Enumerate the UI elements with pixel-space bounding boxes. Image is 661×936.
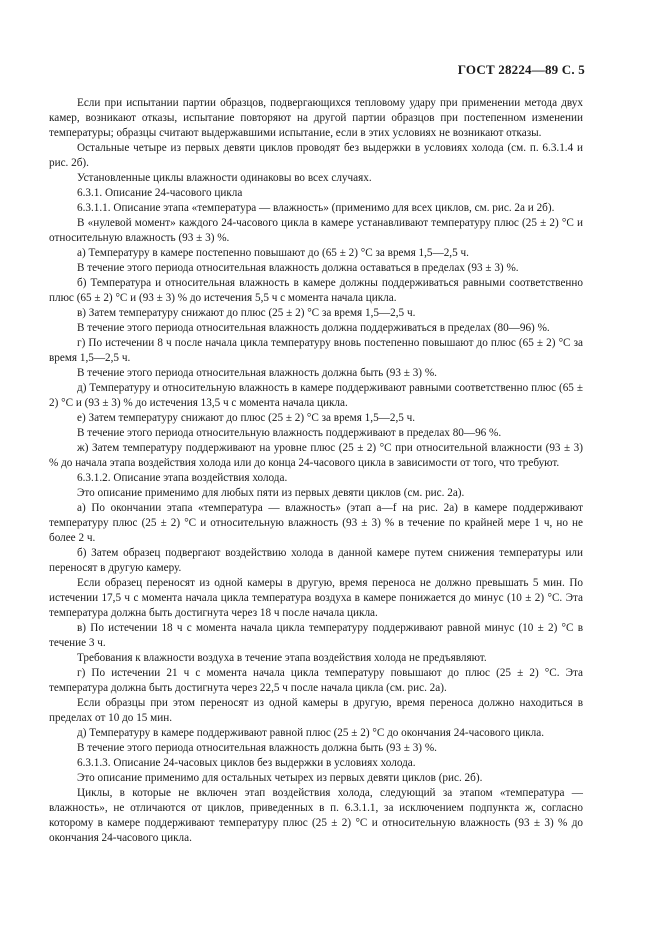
paragraph: В течение этого периода относительная влажность должна быть (93 ± 3) %. xyxy=(77,367,437,379)
paragraph: В течение этого периода относительную влажность поддерживают в пределах 80—96 %. xyxy=(77,427,502,439)
list-item: в) По истечении 18 ч с момента начала цикла температуру поддерживают равной минус (10 ± 2) °С в течение 3 ч. xyxy=(49,622,583,649)
list-item: е) Затем температуру снижают до плюс (25 ± 2) °С за время 1,5—2,5 ч. xyxy=(77,412,416,424)
list-item: б) Затем образец подвергают воздействию холода в данной камере путем снижения температуры или переносят в другую камеру. xyxy=(49,547,583,574)
list-item: ж) Затем температуру поддерживают на уровне плюс (25 ± 2) °С при относительной влажности (93 ± 3) % до начала этапа воздействия холода или до конца 24-часового цикла в зависимости от того, что требуют. xyxy=(49,442,583,469)
document-body xyxy=(49,96,583,846)
paragraph: Циклы, в которые не включен этап воздействия холода, следующий за этапом «температура — влажность», не отличаются от циклов, приведенных в п. 6.3.1.1, за исключением подпункта ж, согласно которому в камере поддерживают температуру плюс (25 ± 2) °С и относительную влажность (93 ± 3) % до окончания 24-часового цикла. xyxy=(49,787,583,844)
section-heading: 6.3.1.2. Описание этапа воздействия холода. xyxy=(77,472,288,484)
paragraph: Это описание применимо для любых пяти из первых девяти циклов (см. рис. 2а). xyxy=(77,487,465,499)
list-item: г) По истечении 8 ч после начала цикла температуру вновь постепенно повышают до плюс (65 ± 2) °С за время 1,5—2,5 ч. xyxy=(49,337,583,364)
paragraph: Остальные четыре из первых девяти циклов проводят без выдержки в условиях холода (см. п. 6.3.1.4 и рис. 2б). xyxy=(49,142,583,169)
list-item: д) Температуру и относительную влажность в камере поддерживают равными соответственно плюс (65 ± 2) °С и (93 ± 3) % до истечения 13,5 ч с момента начала цикла. xyxy=(49,382,583,409)
list-item: в) Затем температуру снижают до плюс (25 ± 2) °С за время 1,5—2,5 ч. xyxy=(77,307,416,319)
paragraph: Требования к влажности воздуха в течение этапа воздействия холода не предъявляют. xyxy=(77,652,487,664)
paragraph: В течение этого периода относительная влажность должна быть (93 ± 3) %. xyxy=(77,742,437,754)
paragraph: Если образцы при этом переносят из одной камеры в другую, время переноса должно находиться в пределах от 10 до 15 мин. xyxy=(49,697,583,724)
paragraph: В течение этого периода относительная влажность должна оставаться в пределах (93 ± 3) %. xyxy=(77,262,519,274)
list-item: г) По истечении 21 ч с момента начала цикла температуру повышают до плюс (25 ± 2) °С. Эта температура должна быть достигнута через 22,5 ч после начала цикла (см. рис. 2а). xyxy=(49,667,583,694)
list-item: б) Температура и относительная влажность в камере должны поддерживаться равными соответственно плюс (65 ± 2) °С и (93 ± 3) % до истечения 5,5 ч с момента начала цикла. xyxy=(49,277,583,304)
list-item: а) По окончании этапа «температура — влажность» (этап a—f на рис. 2а) в камере поддерживают температуру плюс (25 ± 2) °С и относительную влажность (93 ± 3) % в течение по крайней мере 1 ч, но не более 2 ч. xyxy=(49,502,583,544)
paragraph: Это описание применимо для остальных четырех из первых девяти циклов (рис. 2б). xyxy=(77,772,483,784)
paragraph: В течение этого периода относительная влажность должна поддерживаться в пределах (80—96) %. xyxy=(77,322,550,334)
paragraph: Если при испытании партии образцов, подвергающихся тепловому удару при применении метода двух камер, возникают отказы, испытание повторяют на другой партии образцов при постепенном изменении температуры; образцы считают выдержавшими испытание, если в этих условиях не возникают отказы. xyxy=(49,97,583,139)
list-item: д) Температуру в камере поддерживают равной плюс (25 ± 2) °С до окончания 24-часового цикла. xyxy=(77,727,545,739)
list-item: а) Температуру в камере постепенно повышают до (65 ± 2) °С за время 1,5—2,5 ч. xyxy=(77,247,469,259)
section-heading: 6.3.1.1. Описание этапа «температура — влажность» (применимо для всех циклов, см. рис. 2а и 2б). xyxy=(77,202,555,214)
paragraph: Если образец переносят из одной камеры в другую, время переноса не должно превышать 5 мин. По истечении 17,5 ч с момента начала цикла температура воздуха в камере понижается до минус (10 ± 2) °С. Эта температура должна быть достигнута через 18 ч после начала цикла. xyxy=(49,577,583,619)
paragraph: В «нулевой момент» каждого 24-часового цикла в камере устанавливают температуру плюс (25 ± 2) °С и относительную влажность (93 ± 3) %. xyxy=(49,217,583,244)
paragraph: Установленные циклы влажности одинаковы во всех случаях. xyxy=(77,172,372,184)
section-heading: 6.3.1.3. Описание 24-часовых циклов без выдержки в условиях холода. xyxy=(77,757,416,769)
section-heading: 6.3.1. Описание 24-часового цикла xyxy=(77,187,243,199)
page-header: ГОСТ 28224—89 С. 5 xyxy=(457,62,585,77)
